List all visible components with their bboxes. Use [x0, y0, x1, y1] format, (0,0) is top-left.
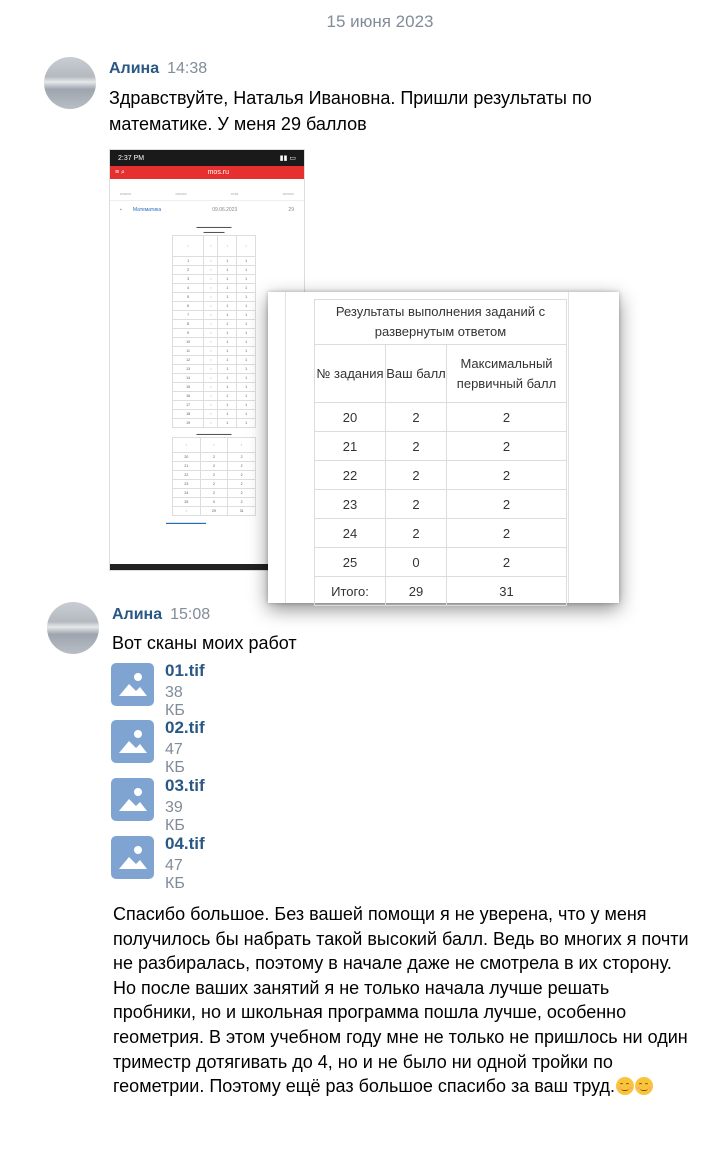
image-file-icon — [111, 720, 154, 763]
table-cell: 2 — [386, 403, 447, 432]
image-file-icon — [111, 663, 154, 706]
avatar[interactable] — [47, 602, 99, 654]
smiling-face-icon — [635, 1077, 653, 1095]
table-cell: 24 — [315, 519, 386, 548]
table-caption: Результаты выполнения заданий с развернутым ответом — [315, 300, 567, 345]
table-row — [315, 432, 567, 461]
message-text — [113, 902, 691, 1099]
column-header: № задания — [315, 345, 386, 403]
table-row — [315, 461, 567, 490]
results-table — [314, 299, 567, 606]
divider — [285, 292, 286, 603]
image-file-icon — [111, 778, 154, 821]
file-name[interactable]: 04.tif — [165, 834, 205, 853]
subject-score: 29 — [288, 207, 294, 213]
phone-status-bar — [110, 150, 304, 166]
column-header: Максимальный первичный балл — [447, 345, 567, 403]
table-cell: 2 — [386, 461, 447, 490]
mini-link: ▬▬▬▬▬▬▬▬▬▬ — [166, 520, 206, 525]
file-size: 47 КБ — [165, 741, 185, 776]
column-header: Ваш балл — [386, 345, 447, 403]
table-cell: 2 — [447, 432, 567, 461]
table-cell: 2 — [386, 432, 447, 461]
file-name[interactable]: 01.tif — [165, 661, 205, 680]
table-cell: 31 — [447, 577, 567, 606]
table-cell: 2 — [447, 548, 567, 577]
table-row — [315, 519, 567, 548]
table-cell: 2 — [447, 461, 567, 490]
file-size: 38 КБ — [165, 684, 185, 719]
subject-link: Математика — [132, 207, 162, 213]
table-cell: 20 — [315, 403, 386, 432]
table-cell: Итого: — [315, 577, 386, 606]
site-bar — [110, 166, 304, 179]
subject-date: 09.06.2023 — [212, 207, 238, 213]
table-cell: 2 — [447, 490, 567, 519]
table-cell: 22 — [315, 461, 386, 490]
zoomed-results-card — [268, 292, 619, 603]
table-cell: 2 — [447, 519, 567, 548]
file-name[interactable]: 03.tif — [165, 776, 205, 795]
divider — [568, 292, 569, 603]
author-name[interactable]: Алина — [112, 606, 163, 623]
message-body: Спасибо большое. Без вашей помощи я не уверена, что у меня получилось бы набрать такой высокий балл. Ведь во многих я почти не разбиралась, поэтому в начале даже не смотрела в их сторону. Но после ваших занятий я не только начала лучше решать пробники, но и школьная программа пошла лучше, особенно геометрия. В этом учебном году мне не только не пришлось ни один триместр дотягивать до 4, но и не было ни одной тройки по геометрии. Поэтому ещё раз большое спасибо за ваш труд. — [113, 904, 689, 1097]
results-row: ▪ Математика 09.06.2023 29 — [120, 207, 294, 213]
smiling-face-icon — [616, 1077, 634, 1095]
message-header — [112, 606, 210, 624]
mini-results-table: ▬▬▬▬▬▬▬▬▬▬ ▬▬▬▬▬▬ ▫ ▫ ▫ ▫ 1 ▫ 1 1 2 ▫ 1 1 3 ▫ 1 1 4 ▫ 1 1 5 ▫ 1 1 6 ▫ 1 1 7 ▫ 1 1 8 ▫ 1 1 9 ▫ 1 1 10 ▫ 1 1 11 ▫ 1 1 12 ▫ 1 1 13 ▫ 1 1 14 ▫ 1 1 15 ▫ 1 1 16 ▫ 1 1 17 ▫ 1 1 18 ▫ 1 1 19 ▫ 1 1 ▬▬▬▬▬▬▬▬▬▬ ▫ ▫ ▫ 20 2 2 21 2 2 22 2 2 23 2 2 24 2 2 25 0 2 ▫ 29 31 — [172, 225, 256, 516]
table-cell: 23 — [315, 490, 386, 519]
table-cell: 29 — [386, 577, 447, 606]
message-header — [109, 60, 207, 78]
table-row — [315, 403, 567, 432]
image-file-icon — [111, 836, 154, 879]
date-separator: 15 июня 2023 — [326, 12, 434, 31]
file-size: 47 КБ — [165, 857, 185, 892]
file-size: 39 КБ — [165, 799, 185, 834]
message-text: Вот сканы моих работ — [112, 633, 297, 653]
message-time[interactable]: 15:08 — [170, 606, 211, 623]
table-row — [315, 490, 567, 519]
author-name[interactable]: Алина — [109, 60, 160, 77]
message-text: Здравствуйте, Наталья Ивановна. Пришли результаты по математике. У меня 29 баллов — [109, 88, 592, 134]
table-cell: 0 — [386, 548, 447, 577]
status-time: 2:37 PM — [118, 154, 145, 162]
table-row — [315, 548, 567, 577]
file-name[interactable]: 02.tif — [165, 718, 205, 737]
table-total-row — [315, 577, 567, 606]
table-cell: 2 — [447, 403, 567, 432]
site-url: mos.ru — [207, 169, 229, 176]
menu-icon: ≡ ⌕ — [115, 168, 125, 176]
table-cell: 21 — [315, 432, 386, 461]
avatar[interactable] — [44, 57, 96, 109]
battery-icon: ▮▮ ▭ — [279, 155, 296, 162]
table-cell: 2 — [386, 490, 447, 519]
table-cell: 2 — [386, 519, 447, 548]
table-cell: 25 — [315, 548, 386, 577]
results-header: ▭▭▭ ▭▭▭ ▭▭ ▭▭▭ — [110, 179, 304, 201]
message-time[interactable]: 14:38 — [167, 60, 208, 77]
